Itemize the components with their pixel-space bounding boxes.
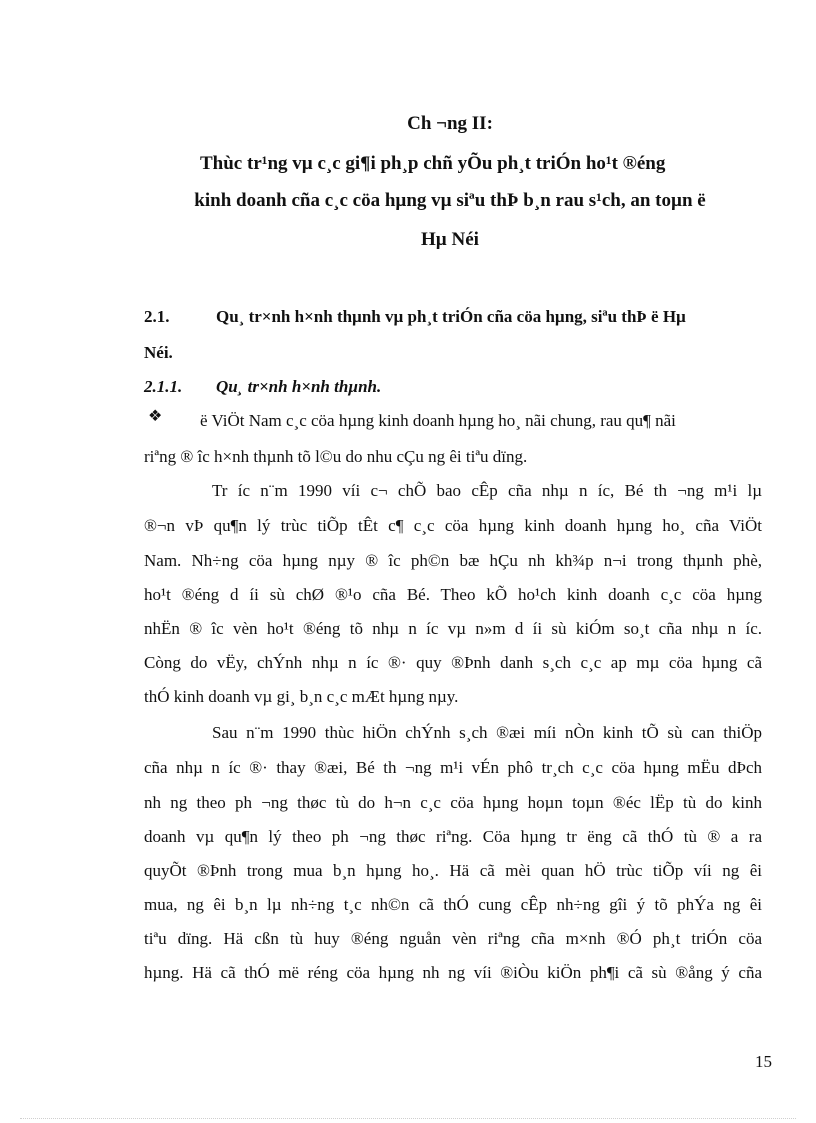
chapter-title-line-1: Thùc tr¹ng vµ c¸c gi¶i ph¸p chñ yÕu ph¸t triÓn ho¹t ®éng — [200, 153, 666, 174]
paragraph-2-line-4: doanh vµ qu¶n lý theo ph ¬ng thøc riªng. Cöa hµng tr ëng cã thÓ tù ® a ra — [144, 827, 762, 846]
diamond-bullet-icon: ❖ — [148, 408, 163, 425]
paragraph-1-line-1: Tr íc n¨m 1990 víi c¬ chÕ bao cÊp cña nhµ n íc, Bé th ¬ng m¹i lµ — [212, 481, 762, 500]
paragraph-2-line-5: quyÕt ®Þnh trong mua b¸n hµng ho¸. Hä cã mèi quan hÖ trùc tiÕp víi ng êi — [144, 861, 762, 880]
paragraph-1-line-4: ho¹t ®éng d íi sù chØ ®¹o cña Bé. Theo kÕ ho¹ch kinh doanh c¸c cöa hµng — [144, 585, 762, 604]
paragraph-1-line-6: Còng do vËy, chÝnh nhµ n íc ®· quy ®Þnh danh s¸ch c¸c ap mµ cöa hµng cã — [144, 653, 762, 672]
paragraph-1-line-3: Nam. Nh÷ng cöa hµng nµy ® îc ph©n bæ hÇu nh kh¾p n¬i trong thµnh phè, — [144, 551, 762, 570]
paragraph-2-line-6: mua, ng êi b¸n lµ nh÷ng t¸c nh©n cã thÓ cung cÊp nh÷ng gîi ý tõ phÝa ng êi — [144, 895, 762, 914]
page-bottom-divider — [20, 1118, 796, 1119]
paragraph-2-line-7: tiªu dïng. Hä cßn tù huy ®éng nguån vèn riªng cña m×nh ®Ó ph¸t triÓn cöa — [144, 929, 762, 948]
section-title-line-1: Qu¸ tr×nh h×nh thµnh vµ ph¸t triÓn cña cöa hµng, siªu thÞ ë Hµ — [216, 307, 686, 326]
bullet-line-1: ë ViÖt Nam c¸c cöa hµng kinh doanh hµng ho¸ nãi chung, rau qu¶ nãi — [200, 411, 676, 430]
paragraph-2-line-1: Sau n¨m 1990 thùc hiÖn chÝnh s¸ch ®æi míi nÒn kinh tÕ sù can thiÖp — [212, 723, 762, 742]
paragraph-2-line-2: cña nhµ n íc ®· thay ®æi, Bé th ¬ng m¹i vÉn phô tr¸ch c¸c cöa hµng mËu dÞch — [144, 758, 762, 777]
bullet-line-2: riªng ® îc h×nh thµnh tõ l©u do nhu cÇu ng êi tiªu dïng. — [144, 447, 528, 466]
subsection-number: 2.1.1. — [144, 377, 183, 396]
subsection-title: Qu¸ tr×nh h×nh thµnh. — [216, 377, 382, 396]
paragraph-2-line-3: nh ng theo ph ¬ng thøc tù do h¬n c¸c cöa hµng hoµn toµn ®éc lËp tù do kinh — [144, 793, 762, 812]
section-title-line-2: Néi. — [144, 343, 173, 362]
paragraph-2-line-8: hµng. Hä cã thÓ më réng cöa hµng nh ng víi ®iÒu kiÖn ph¶i cã sù ®ång ý cña — [144, 963, 762, 982]
paragraph-1-line-5: nhËn ® îc vèn ho¹t ®éng tõ nhµ n íc vµ n»m d íi sù kiÓm so¸t cña nhµ n íc. — [144, 619, 762, 638]
chapter-number: Ch ¬ng II: — [407, 113, 493, 134]
page-number: 15 — [755, 1052, 772, 1071]
chapter-title-line-3: Hµ Néi — [421, 229, 479, 250]
paragraph-1-line-7: thÓ kinh doanh vµ gi¸ b¸n c¸c mÆt hµng nµy. — [144, 687, 459, 706]
paragraph-1-line-2: ®¬n vÞ qu¶n lý trùc tiÕp tÊt c¶ c¸c cöa hµng kinh doanh hµng ho¸ cña ViÖt — [144, 516, 762, 535]
chapter-title-line-2: kinh doanh cña c¸c cöa hµng vµ siªu thÞ b¸n rau s¹ch, an toµn ë — [194, 190, 706, 211]
section-number: 2.1. — [144, 307, 170, 326]
